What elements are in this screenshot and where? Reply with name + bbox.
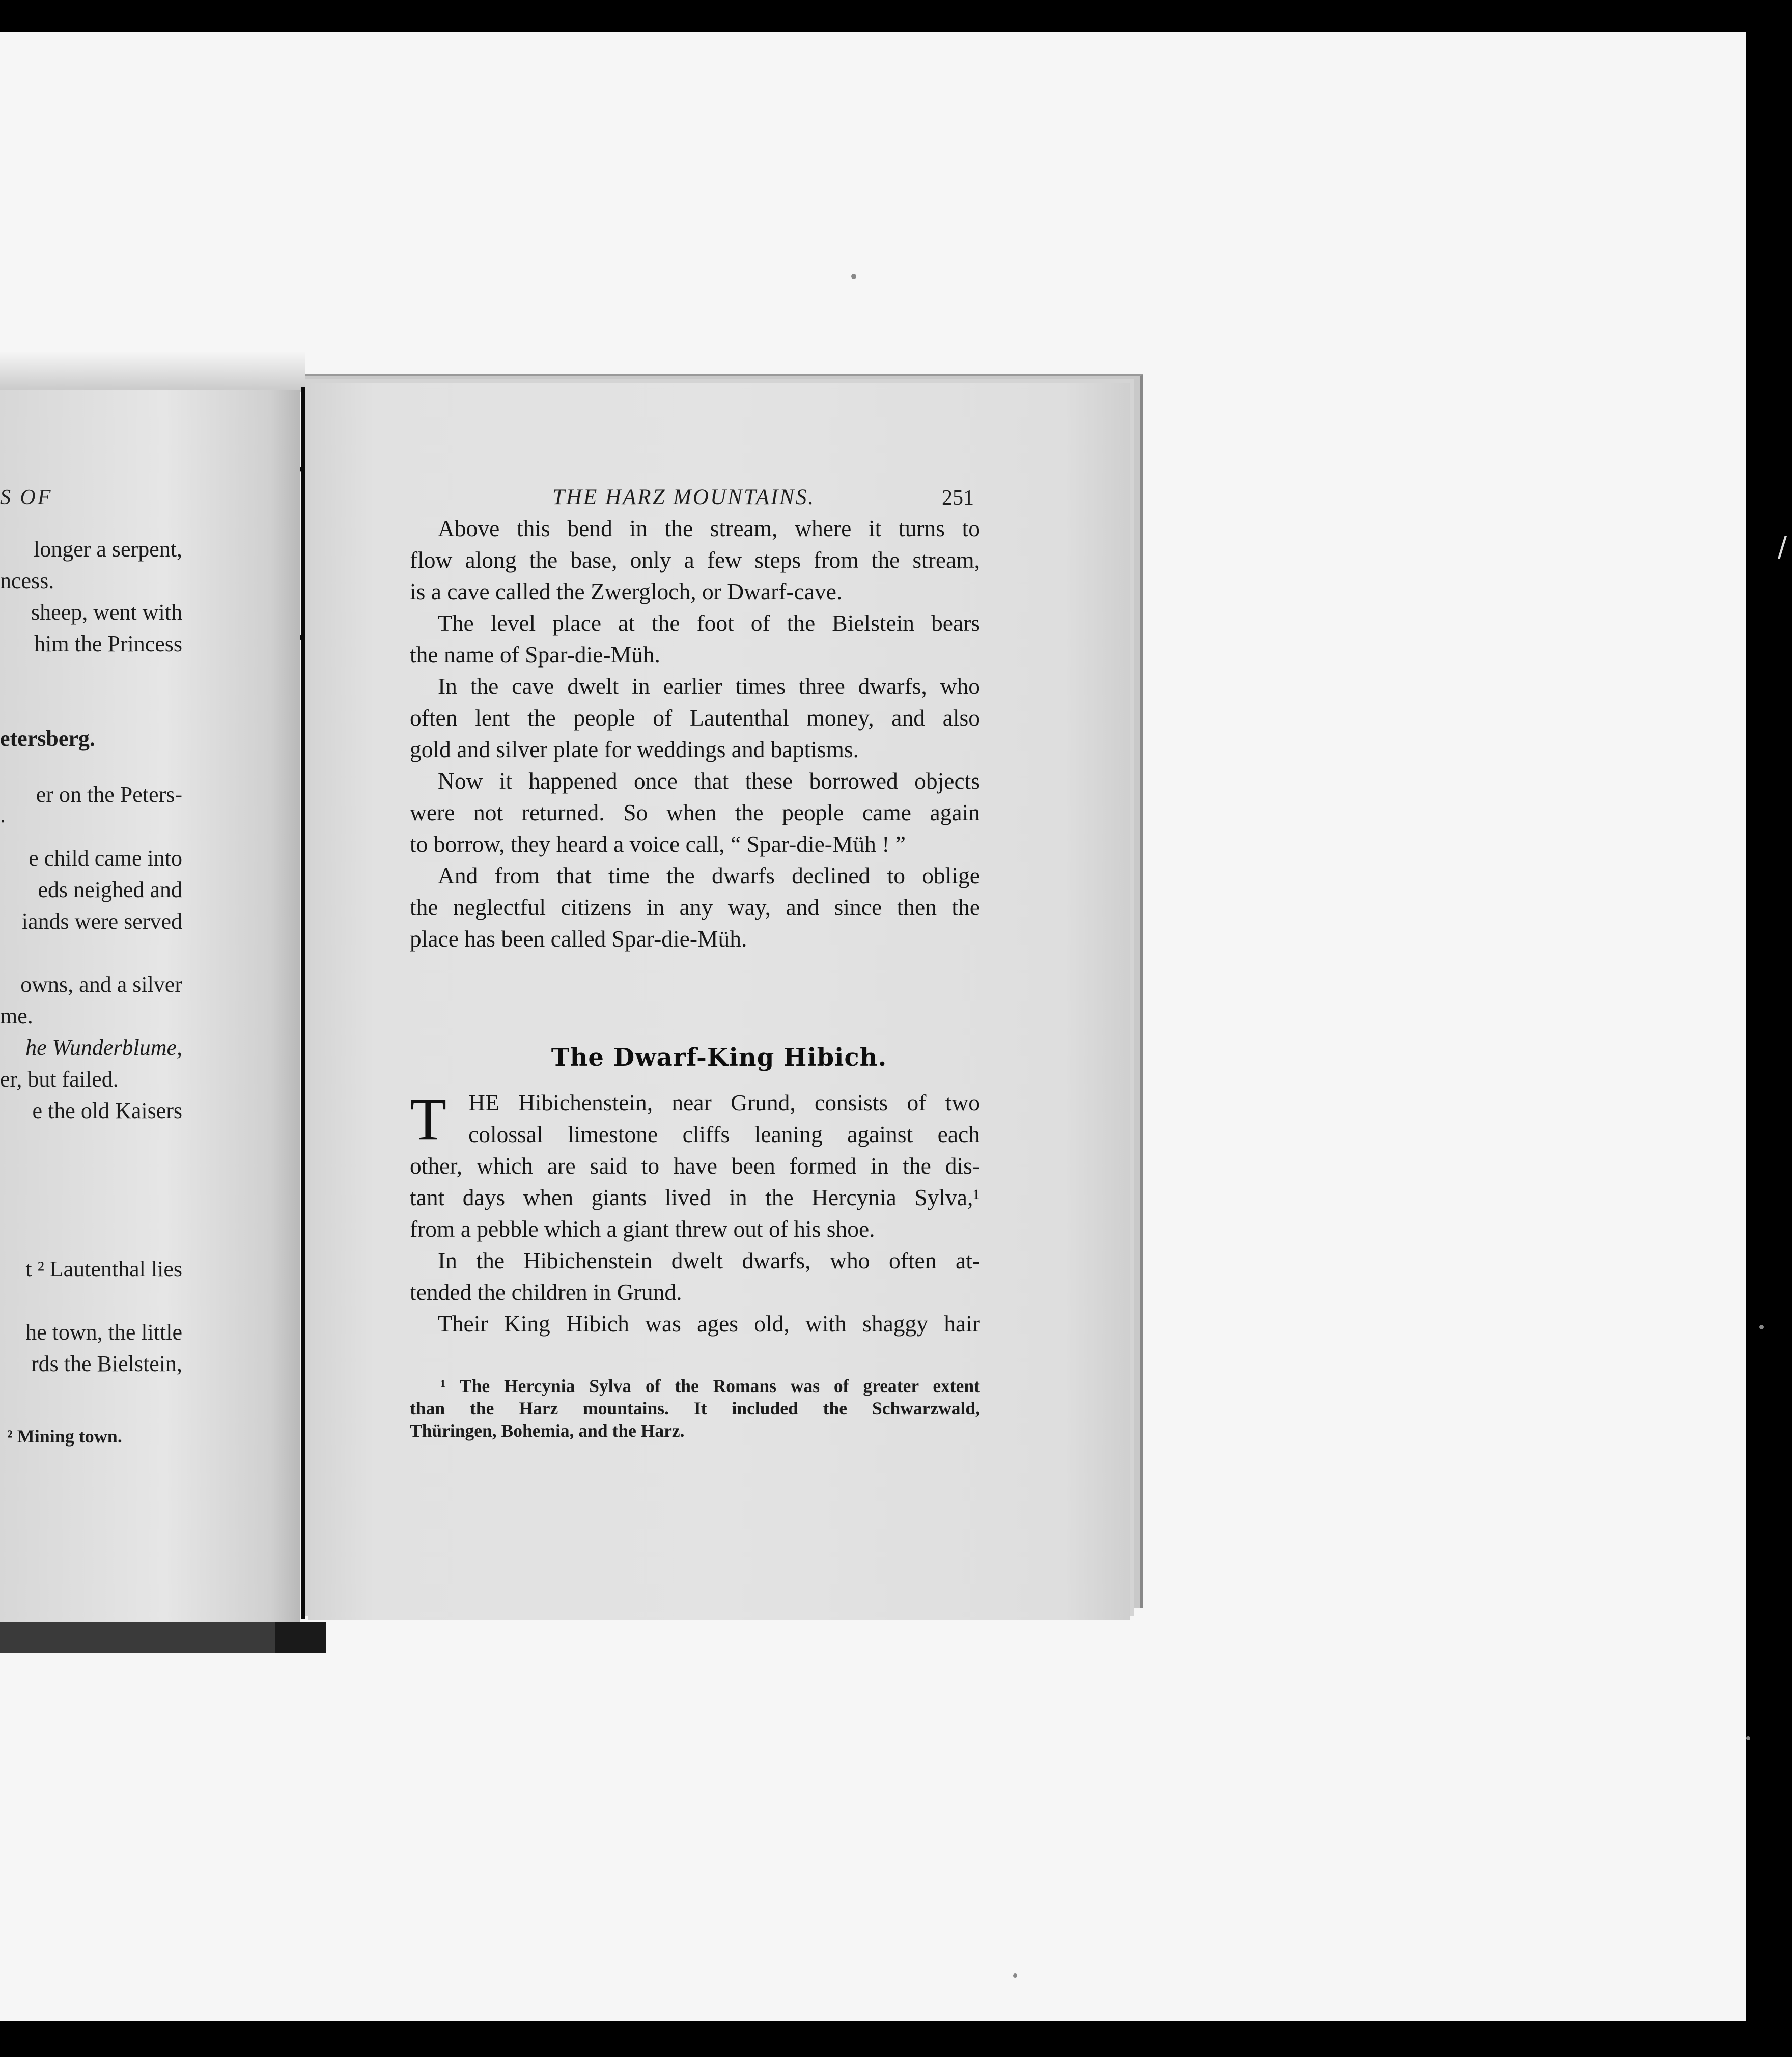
left-line: he Wunderblume, <box>25 1035 182 1060</box>
text-line: Now it happened once that these borrowed objects <box>438 768 980 794</box>
scan-speck <box>851 274 856 279</box>
text-line: from a pebble which a giant threw out of his shoe. <box>410 1216 875 1242</box>
text-line: Above this bend in the stream, where it turns to <box>438 515 980 541</box>
text-line: other, which are said to have been formed in the dis- <box>410 1153 980 1179</box>
gutter-line <box>301 387 305 1619</box>
text-line: the neglectful citizens in any way, and since then the <box>410 894 980 920</box>
left-page-bottom-edge-inner <box>0 1622 275 1653</box>
footnote-line: ¹ The Hercynia Sylva of the Romans was of greater extent <box>440 1376 980 1396</box>
left-line: he town, the little <box>25 1320 182 1345</box>
left-line: iands were served <box>21 909 182 934</box>
left-line: rds the Bielstein, <box>31 1351 182 1376</box>
left-page <box>0 390 300 1639</box>
left-line: er, but failed. <box>0 1067 119 1092</box>
scan-border-bottom <box>0 2021 1792 2057</box>
left-line: . <box>0 802 6 827</box>
scan-speck <box>1746 1736 1750 1740</box>
text-line: is a cave called the Zwergloch, or Dwarf-cave. <box>410 578 843 604</box>
text-line: colossal limestone cliffs leaning against each <box>468 1121 980 1147</box>
text-line: In the cave dwelt in earlier times three dwarfs, who <box>438 673 980 699</box>
left-page-shadow <box>0 351 305 392</box>
scan-border-top <box>0 0 1792 32</box>
left-line: e the old Kaisers <box>32 1098 182 1123</box>
left-line: etersberg. <box>0 726 95 751</box>
section-title: The Dwarf-King Hibich. <box>551 1043 887 1072</box>
text-line: And from that time the dwarfs declined to oblige <box>438 863 980 888</box>
text-line: were not returned. So when the people came again <box>410 799 980 825</box>
text-line: tended the children in Grund. <box>410 1279 682 1305</box>
scan-speck <box>1759 1325 1764 1329</box>
text-line: In the Hibichenstein dwelt dwarfs, who often at- <box>438 1247 980 1273</box>
right-page <box>308 383 1130 1620</box>
scan-speck <box>1013 1973 1017 1978</box>
page-number: 251 <box>942 486 974 510</box>
footnote-line: than the Harz mountains. It included the Schwarzwald, <box>410 1398 980 1419</box>
left-line: ncess. <box>0 568 54 593</box>
text-line: the name of Spar-die-Müh. <box>410 642 660 668</box>
text-line: Their King Hibich was ages old, with shaggy hair <box>438 1311 980 1337</box>
left-line: longer a serpent, <box>34 537 182 562</box>
text-line: flow along the base, only a few steps from the stream, <box>410 547 980 573</box>
edge-mark: / <box>1778 531 1787 563</box>
left-line: eds neighed and <box>38 877 182 902</box>
drop-cap: T <box>410 1086 447 1153</box>
left-line: sheep, went with <box>31 600 182 625</box>
left-footnote: ² Mining town. <box>7 1426 122 1447</box>
scan-border-right <box>1746 0 1792 2057</box>
left-line: him the Princess <box>34 631 182 656</box>
left-running-head: S OF <box>0 486 53 509</box>
left-line: t ² Lautenthal lies <box>25 1257 182 1282</box>
footnote-line: Thüringen, Bohemia, and the Harz. <box>410 1421 685 1441</box>
text-line: to borrow, they heard a voice call, “ Spar-die-Müh ! ” <box>410 831 906 857</box>
running-head: THE HARZ MOUNTAINS. <box>552 485 816 509</box>
text-line: tant days when giants lived in the Hercynia Sylva,¹ <box>410 1184 980 1210</box>
left-line: er on the Peters- <box>36 782 182 807</box>
text-line: HE Hibichenstein, near Grund, consists of two <box>468 1090 980 1116</box>
text-line: gold and silver plate for weddings and baptisms. <box>410 736 859 762</box>
left-line: e child came into <box>29 846 182 871</box>
text-line: place has been called Spar-die-Müh. <box>410 926 747 952</box>
text-line: often lent the people of Lautenthal money, and also <box>410 705 980 731</box>
text-line: The level place at the foot of the Bielstein bears <box>438 610 980 636</box>
left-line: owns, and a silver <box>20 972 182 997</box>
left-line: me. <box>0 1004 33 1028</box>
